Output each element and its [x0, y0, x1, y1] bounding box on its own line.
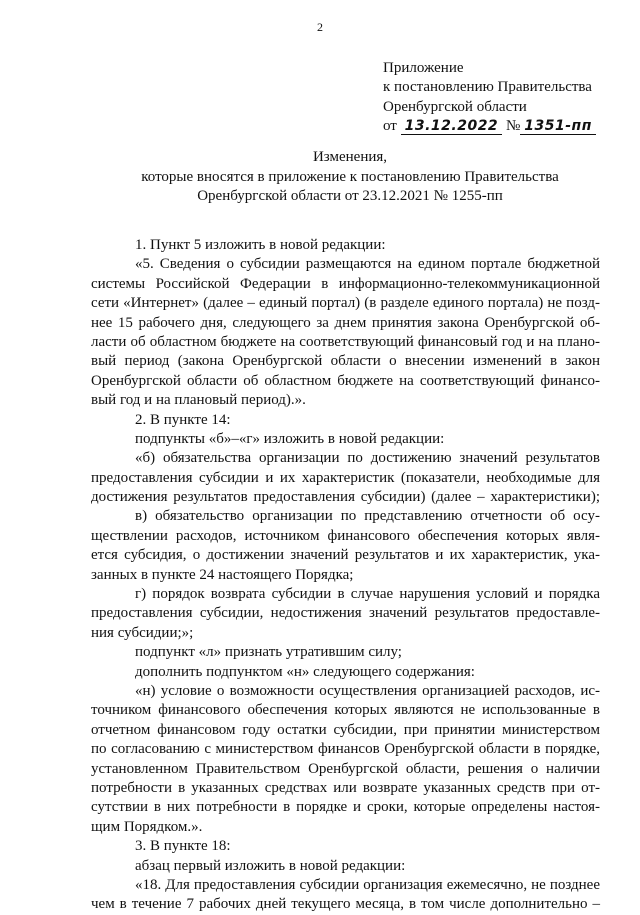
- body-line: ется субсидия, о достижении значений результатов и их характеристик, ука-: [91, 547, 600, 564]
- from-label: от: [383, 118, 397, 135]
- body-line: потребности в указанных средствах или возврате указанных средств при от-: [91, 779, 600, 796]
- body-line: 1. Пункт 5 изложить в новой редакции:: [135, 237, 386, 253]
- body-line: предоставления субсидии, недостижения значений результатов предоставле-: [91, 605, 600, 622]
- body-line: ния субсидии;»;: [91, 624, 194, 641]
- body-line: нее 15 рабочего дня, следующего за днем принятия закона Оренбургской об-: [91, 314, 600, 331]
- body-line: г) порядок возврата субсидии в случае нарушения условий и порядка: [135, 586, 600, 603]
- body-line: достижения результатов предоставления субсидии) (далее – характеристики);: [91, 489, 600, 506]
- handwritten-number: 1351-пп: [520, 118, 596, 135]
- body-line: подпункты «б»–«г» изложить в новой редакции:: [135, 430, 445, 447]
- body-line: 2. В пункте 14:: [135, 411, 231, 428]
- body-line: отчетном финансовом году остатки субсидии, при принятии министерством: [91, 721, 600, 738]
- appendix-date-number: [383, 117, 596, 136]
- title-line-2: которые вносятся в приложение к постановлению Правительства: [141, 168, 559, 185]
- body-line: «18. Для предоставления субсидии организация ежемесячно, не позднее: [135, 876, 600, 893]
- body-line: по согласованию с министерством финансов Оренбургской области в порядке,: [91, 741, 600, 758]
- appendix-label: Приложение: [383, 60, 464, 76]
- body-line: ществлении расходов, источником финансового обеспечения которых явля-: [91, 527, 600, 544]
- appendix-region: Оренбургской области: [383, 98, 527, 115]
- number-label: №: [505, 118, 521, 135]
- document-title: [60, 148, 640, 207]
- body-line: 3. В пункте 18:: [135, 838, 231, 855]
- handwritten-date: 13.12.2022: [401, 118, 503, 135]
- body-line: предоставления субсидии и их характеристик (показатели, необходимые для: [91, 469, 600, 486]
- body-line: Оренбургской области об областном бюджете на соответствующий финансо-: [91, 372, 600, 389]
- body-line: «5. Сведения о субсидии размещаются на едином портале бюджетной: [135, 256, 600, 273]
- title-line-3: Оренбургской области от 23.12.2021 № 1255-пп: [197, 188, 503, 204]
- body-line: вый период (закона Оренбургской области о внесении изменений в закон: [91, 353, 600, 370]
- body-line: ласти об областном бюджете на соответствующий финансовый год и на плано-: [91, 333, 600, 350]
- document-body: [91, 236, 600, 915]
- body-line: щим Порядком.».: [91, 818, 203, 835]
- appendix-resolution: к постановлению Правительства: [383, 79, 592, 96]
- page-number: 2: [317, 20, 323, 34]
- body-line: «б) обязательства организации по достижению значений результатов: [135, 450, 600, 467]
- appendix-header: [383, 59, 596, 137]
- body-line: вый год и на плановый период).».: [91, 392, 306, 409]
- body-line: сутствии в них потребности в порядке и сроки, которые определены настоя-: [91, 799, 600, 816]
- body-line: дополнить подпунктом «н» следующего содержания:: [135, 663, 475, 680]
- title-line-1: Изменения,: [312, 149, 388, 165]
- body-line: «н) условие о возможности осуществления организацией расходов, ис-: [135, 682, 600, 699]
- body-line: занных в пункте 24 настоящего Порядка;: [91, 566, 354, 583]
- body-line: в) обязательство организации по представлению отчетности об осу-: [135, 508, 600, 525]
- body-line: точником финансового обеспечения которых являются не использованные в: [91, 702, 600, 719]
- body-line: чем в течение 7 рабочих дней текущего месяца, в том числе дополнительно –: [91, 896, 600, 913]
- body-line: абзац первый изложить в новой редакции:: [135, 857, 406, 874]
- body-line: сети «Интернет» (далее – единый портал) (в разделе единого портала) не позд-: [91, 295, 600, 312]
- body-line: подпункт «л» признать утратившим силу;: [135, 644, 402, 661]
- body-line: установленном Правительством Оренбургской области, решения о наличии: [91, 760, 600, 777]
- body-line: системы Российской Федерации в информационно-телекоммуникационной: [91, 275, 600, 292]
